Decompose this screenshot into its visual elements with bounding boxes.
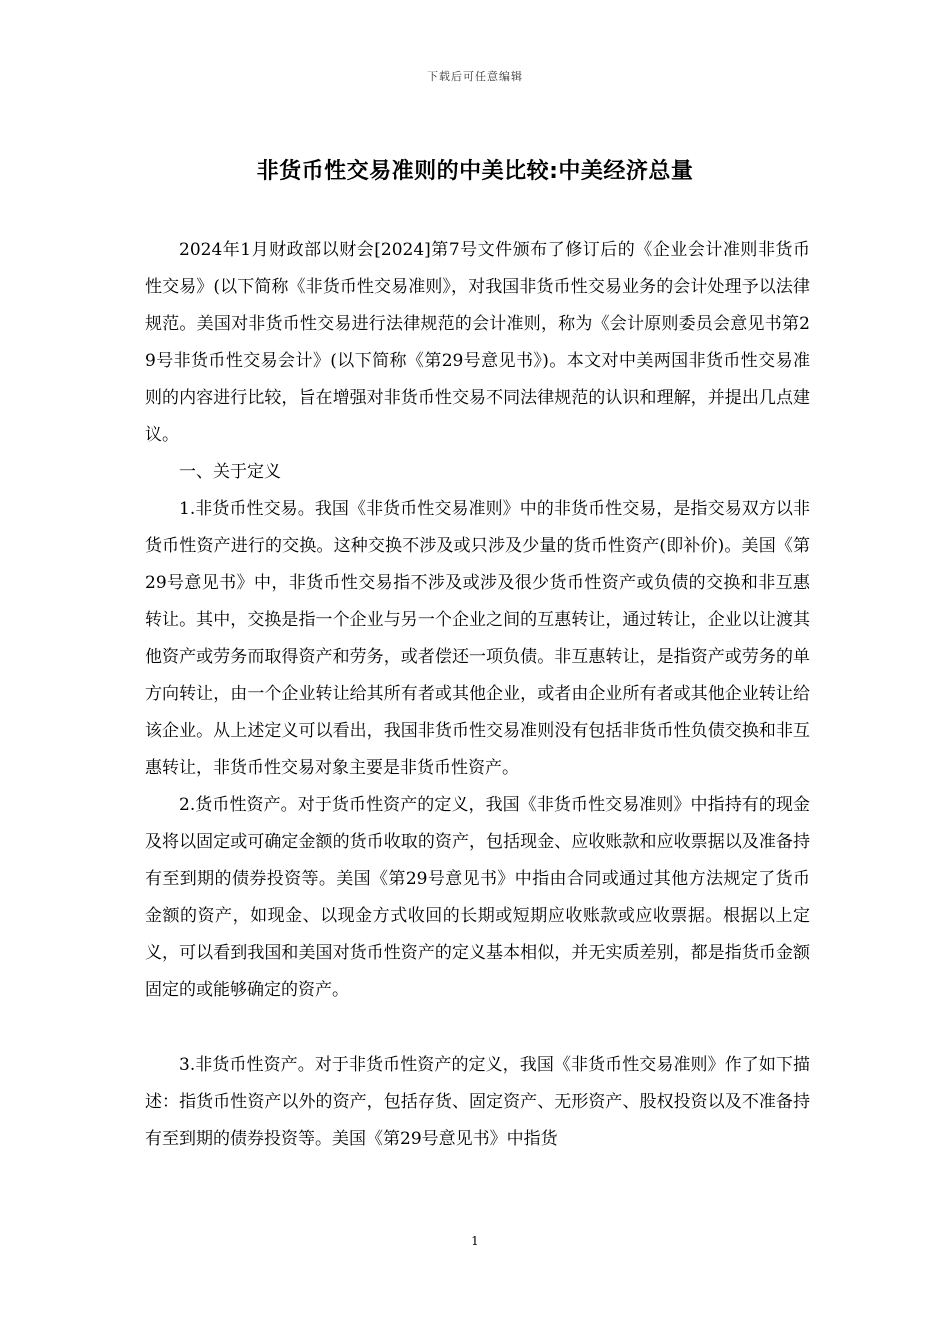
- page-number: 1: [471, 1234, 479, 1248]
- paragraph-nonmonetary-assets: 3.非货币性资产。对于非货币性资产的定义，我国《非货币性交易准则》作了如下描述：指货币性资产以外的资产，包括存货、固定资产、无形资产、股权投资以及不准备持有至到期的债券投资等。美国《第29号意见书》中指货: [145, 1055, 810, 1149]
- document-title: 非货币性交易准则的中美比较:中美经济总量: [256, 159, 694, 184]
- paragraph-nonmonetary-transaction: 1.非货币性交易。我国《非货币性交易准则》中的非货币性交易，是指交易双方以非货币性资产进行的交换。这种交换不涉及或只涉及少量的货币性资产(即补价)。美国《第29号意见书》中，非货币性交易指不涉及或涉及很少货币性资产或负债的交换和非互惠转让。其中，交换是指一个企业与另一个企业之间的互惠转让，通过转让，企业以让渡其他资产或劳务而取得资产和劳务，或者偿还一项负债。非互惠转让，是指资产或劳务的单方向转让，由一个企业转让给其所有者或其他企业，或者由企业所有者或其他企业转让给该企业。从上述定义可以看出，我国非货币性交易准则没有包括非货币性负债交换和非互惠转让，非货币性交易对象主要是非货币性资产。: [145, 499, 810, 778]
- paragraph-monetary-assets: 2.货币性资产。对于货币性资产的定义，我国《非货币性交易准则》中指持有的现金及将以固定或可确定金额的货币收取的资产，包括现金、应收账款和应收票据以及准备持有至到期的债券投资等。美国《第29号意见书》中指由合同或通过其他方法规定了货币金额的资产，如现金、以现金方式收回的长期或短期应收账款或应收票据。根据以上定义，可以看到我国和美国对货币性资产的定义基本相似，并无实质差别，都是指货币金额固定的或能够确定的资产。: [145, 795, 810, 1000]
- page-header-note: 下载后可任意编辑: [427, 70, 523, 83]
- section-heading-definitions: 一、关于定义: [179, 462, 281, 482]
- paragraph-intro: 2024年1月财政部以财会[2024]第7号文件颁布了修订后的《企业会计准则非货币性交易》(以下简称《非货币性交易准则》，对我国非货币性交易业务的会计处理予以法律规范。美国对非货币性交易进行法律规范的会计准则，称为《会计原则委员会意见书第29号非货币性交易会计》(以下简称《第29号意见书》)。本文对中美两国非货币性交易准则的内容进行比较，旨在增强对非货币性交易不同法律规范的认识和理解，并提出几点建议。: [145, 240, 810, 445]
- document-body: [145, 232, 810, 1158]
